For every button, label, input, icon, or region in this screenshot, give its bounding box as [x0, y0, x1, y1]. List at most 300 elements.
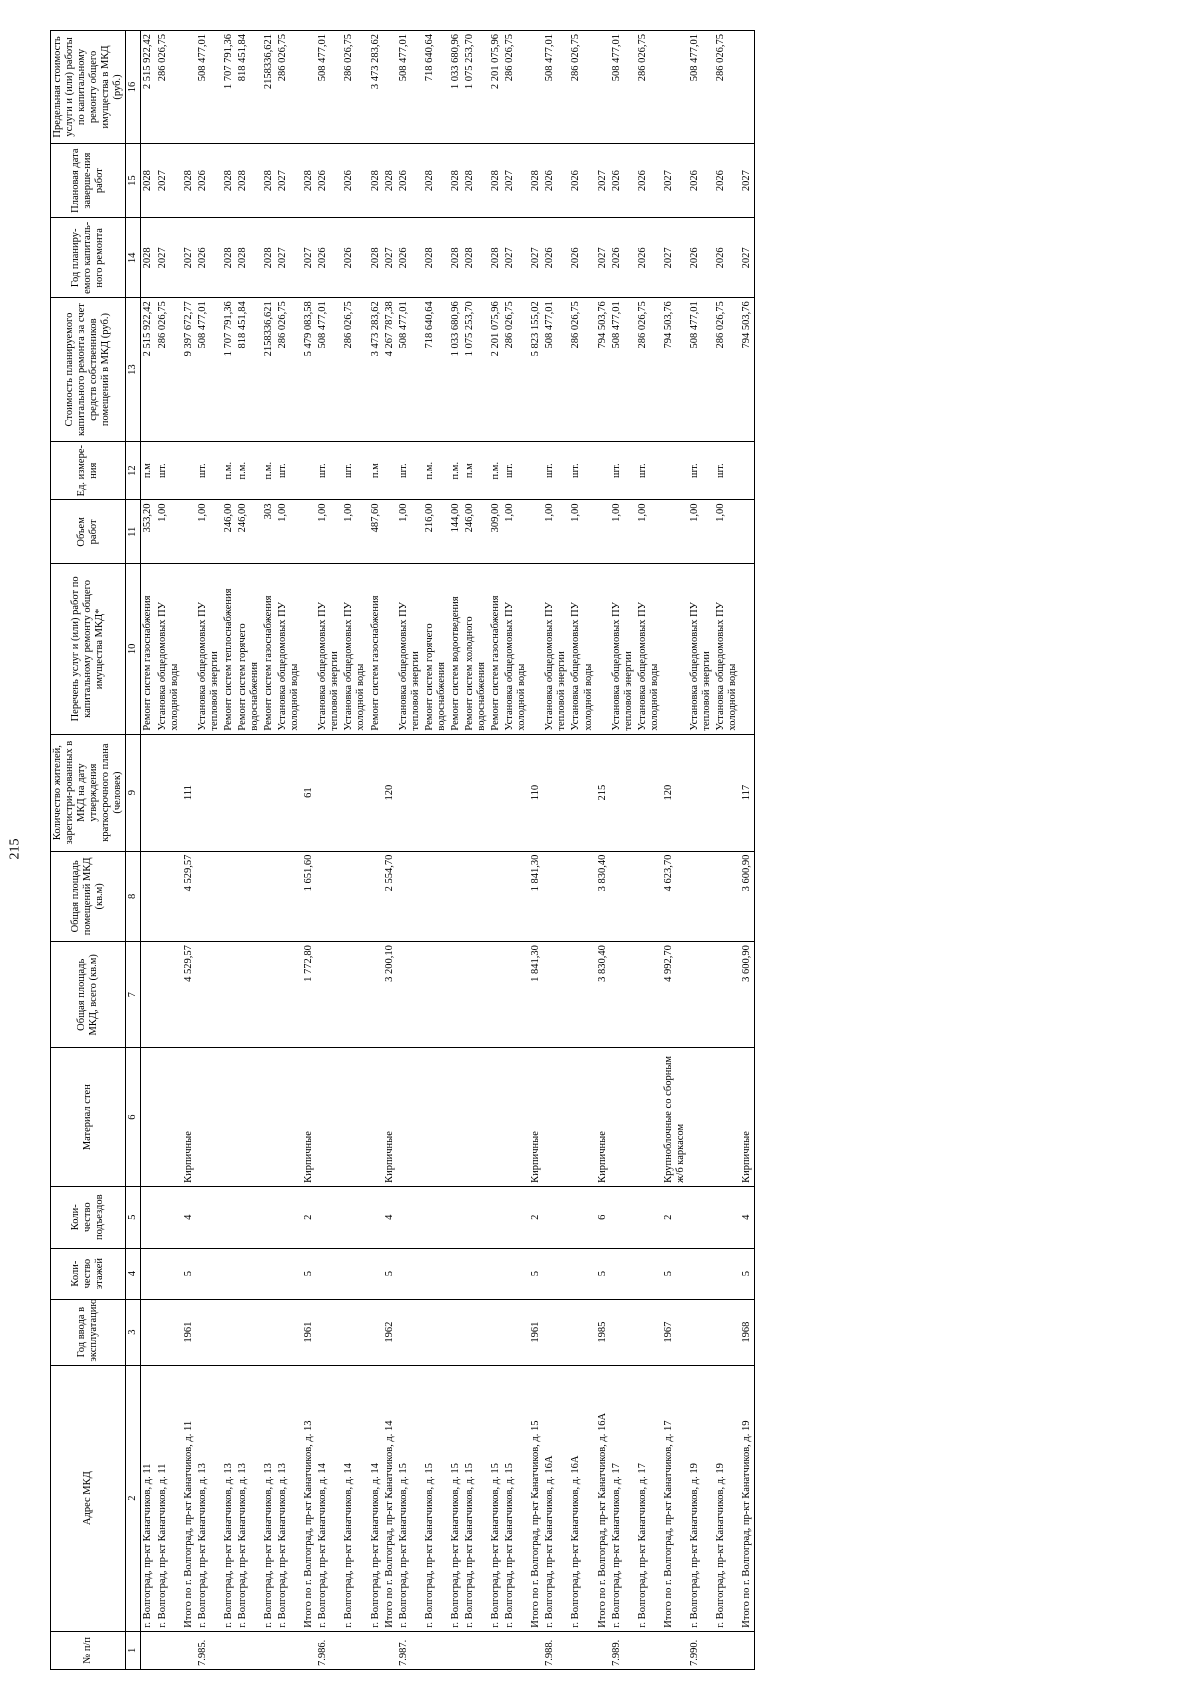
table-cell: [423, 942, 449, 1048]
table-cell: 2028: [236, 143, 262, 218]
table-cell: [236, 1299, 262, 1365]
table-cell: 2028: [423, 143, 449, 218]
table-cell: [156, 1631, 182, 1669]
column-header: Перечень услуг и (или) работ по капитальному ремонту общего имущества МКД*: [51, 564, 126, 734]
table-cell: 5: [383, 1248, 397, 1299]
table-cell: 2026: [610, 143, 636, 218]
table-row: [383, 31, 397, 1670]
column-header: Количество жителей, зарегистри-рованных в МКД на дату утверждения краткосрочного плана (человек): [51, 734, 126, 851]
table-row: [196, 31, 222, 1670]
table-cell: [596, 441, 610, 500]
table-cell: 117: [740, 734, 755, 851]
table-cell: 2027: [156, 143, 182, 218]
table-cell: Ремонт систем горячего водоснабжения: [236, 564, 262, 734]
table-cell: [503, 1631, 529, 1669]
column-header: Общая площадь помещений МКД (кв.м): [51, 851, 126, 941]
table-cell: 2026: [543, 218, 569, 298]
table-cell: 2: [662, 1186, 688, 1248]
table-cell: [369, 942, 383, 1048]
table-cell: 1 707 791,36: [222, 298, 236, 442]
table-cell: г. Волгоград, пр-кт Канатчиков, д. 15: [423, 1365, 449, 1631]
table-cell: [182, 441, 196, 500]
table-cell: [740, 500, 755, 564]
table-cell: 353,20: [141, 500, 156, 564]
table-cell: 1,00: [503, 500, 529, 564]
table-cell: 1967: [662, 1299, 688, 1365]
table-cell: п.м.: [423, 441, 449, 500]
table-cell: 1 033 680,96: [449, 31, 463, 144]
table-cell: [543, 734, 569, 851]
table-cell: 1961: [529, 1299, 543, 1365]
column-number: 14: [126, 218, 141, 298]
table-cell: г. Волгоград, пр-кт Канатчиков, д. 19: [714, 1365, 740, 1631]
table-cell: 7.986.: [316, 1631, 342, 1669]
page-number-text: 215: [7, 838, 22, 859]
table-cell: [262, 1048, 276, 1186]
table-cell: [156, 942, 182, 1048]
table-cell: [449, 1299, 463, 1365]
table-cell: 794 503,76: [662, 298, 688, 442]
table-cell: [714, 734, 740, 851]
table-cell: [182, 500, 196, 564]
table-cell: шт.: [316, 441, 342, 500]
table-row: [662, 31, 688, 1670]
table-cell: 3 473 283,62: [369, 31, 383, 144]
table-cell: 4 267 787,38: [383, 298, 397, 442]
table-cell: [610, 851, 636, 941]
table-cell: 2028: [489, 143, 503, 218]
table-cell: 4 529,57: [182, 851, 196, 941]
table-cell: [141, 1186, 156, 1248]
table-cell: 2026: [397, 143, 423, 218]
table-cell: [156, 851, 182, 941]
table-cell: 1 033 680,96: [449, 298, 463, 442]
table-cell: [276, 734, 302, 851]
table-cell: [222, 1631, 236, 1669]
table-cell: 2028: [463, 143, 489, 218]
table-cell: г. Волгоград, пр-кт Канатчиков, д. 13: [262, 1365, 276, 1631]
table-cell: [222, 734, 236, 851]
table-cell: [662, 564, 688, 734]
column-number: 9: [126, 734, 141, 851]
table-cell: 794 503,76: [740, 298, 755, 442]
table-cell: 1,00: [316, 500, 342, 564]
table-cell: [262, 942, 276, 1048]
table-cell: 1,00: [688, 500, 714, 564]
table-row: [423, 31, 449, 1670]
table-cell: [543, 942, 569, 1048]
table-cell: 3 830,40: [596, 942, 610, 1048]
column-header: Объем работ: [51, 500, 126, 564]
table-cell: [397, 851, 423, 941]
table-cell: 2028: [449, 218, 463, 298]
table-cell: Кирпичные: [740, 1048, 755, 1186]
table-cell: [141, 942, 156, 1048]
table-cell: 2027: [740, 218, 755, 298]
table-cell: г. Волгоград, пр-кт Канатчиков, д. 13: [196, 1365, 222, 1631]
table-cell: [156, 1248, 182, 1299]
table-cell: [740, 564, 755, 734]
table-cell: [369, 851, 383, 941]
table-cell: 1 772,80: [302, 942, 316, 1048]
table-cell: [714, 942, 740, 1048]
table-cell: 1,00: [276, 500, 302, 564]
table-cell: [463, 1299, 489, 1365]
column-number: 4: [126, 1248, 141, 1299]
table-cell: 818 451,84: [236, 31, 262, 144]
table-cell: [369, 1186, 383, 1248]
table-cell: [449, 1631, 463, 1669]
table-cell: 2026: [714, 143, 740, 218]
table-cell: [196, 851, 222, 941]
table-cell: [636, 851, 662, 941]
table-cell: 1985: [596, 1299, 610, 1365]
table-cell: [141, 734, 156, 851]
table-cell: шт.: [610, 441, 636, 500]
table-cell: [156, 1186, 182, 1248]
table-cell: 508 477,01: [543, 298, 569, 442]
table-cell: [141, 1048, 156, 1186]
table-cell: 2028: [182, 143, 196, 218]
column-header: Предельная стоимость услуги и (или) работы по капитальному ремонту общего имущества в МКД (руб.): [51, 31, 126, 144]
table-cell: Установка общедомовых ПУ холодной воды: [569, 564, 595, 734]
table-cell: [369, 734, 383, 851]
table-cell: [156, 734, 182, 851]
table-cell: [688, 1186, 714, 1248]
table-cell: 508 477,01: [316, 31, 342, 144]
table-cell: 1 075 253,70: [463, 31, 489, 144]
table-cell: 2026: [543, 143, 569, 218]
table-cell: [714, 1186, 740, 1248]
table-cell: [543, 1299, 569, 1365]
table-cell: 1,00: [196, 500, 222, 564]
table-cell: [543, 1186, 569, 1248]
table-cell: [302, 1631, 316, 1669]
table-cell: г. Волгоград, пр-кт Канатчиков, д. 13: [276, 1365, 302, 1631]
column-header: Коли-чество подъездов: [51, 1186, 126, 1248]
table-row: [316, 31, 342, 1670]
table-cell: п.м.: [262, 441, 276, 500]
table-cell: г. Волгоград, пр-кт Канатчиков, д. 17: [610, 1365, 636, 1631]
table-cell: г. Волгоград, пр-кт Канатчиков, д. 13: [222, 1365, 236, 1631]
table-cell: Итого по г. Волгоград, пр-кт Канатчиков, д. 14: [383, 1365, 397, 1631]
table-cell: [236, 1048, 262, 1186]
table-cell: [342, 851, 368, 941]
table-cell: 303: [262, 500, 276, 564]
table-cell: 5: [182, 1248, 196, 1299]
table-cell: 286 026,75: [503, 298, 529, 442]
table-cell: [529, 500, 543, 564]
column-header: Стоимость планируемого капитального ремонта за счет средств собственников помещений в МКД (руб.): [51, 298, 126, 442]
table-row: [503, 31, 529, 1670]
table-cell: [740, 1631, 755, 1669]
table-cell: 120: [662, 734, 688, 851]
table-cell: [196, 942, 222, 1048]
table-cell: [316, 942, 342, 1048]
table-cell: [383, 441, 397, 500]
table-cell: 286 026,75: [714, 298, 740, 442]
table-cell: [262, 1186, 276, 1248]
table-cell: [342, 1299, 368, 1365]
table-cell: 508 477,01: [316, 298, 342, 442]
table-cell: [342, 734, 368, 851]
table-cell: 2028: [222, 143, 236, 218]
table-cell: 2 201 075,96: [489, 298, 503, 442]
table-cell: [596, 564, 610, 734]
table-cell: [569, 1186, 595, 1248]
table-cell: 1 707 791,36: [222, 31, 236, 144]
table-cell: [569, 942, 595, 1048]
table-cell: Итого по г. Волгоград, пр-кт Канатчиков, д. 15: [529, 1365, 543, 1631]
table-cell: шт.: [714, 441, 740, 500]
table-cell: [688, 1248, 714, 1299]
table-cell: шт.: [636, 441, 662, 500]
table-cell: 2028: [262, 218, 276, 298]
table-cell: 1,00: [610, 500, 636, 564]
table-cell: Установка общедомовых ПУ тепловой энергии: [688, 564, 714, 734]
table-cell: 1962: [383, 1299, 397, 1365]
table-cell: 2028: [141, 143, 156, 218]
table-cell: [688, 851, 714, 941]
table-cell: [489, 1631, 503, 1669]
table-cell: 2 515 922,42: [141, 298, 156, 442]
table-cell: [316, 734, 342, 851]
table-cell: 2027: [596, 218, 610, 298]
table-cell: [503, 851, 529, 941]
table-header: [51, 31, 141, 1670]
table-cell: п.м.: [449, 441, 463, 500]
table-cell: [489, 851, 503, 941]
table-cell: Крупноблочные со сборным ж/б каркасом: [662, 1048, 688, 1186]
table-cell: [569, 1631, 595, 1669]
table-row: [543, 31, 569, 1670]
table-cell: 4: [383, 1186, 397, 1248]
table-cell: 3 200,10: [383, 942, 397, 1048]
column-header: Материал стен: [51, 1048, 126, 1186]
table-cell: 1961: [302, 1299, 316, 1365]
table-cell: [369, 1631, 383, 1669]
table-cell: Установка общедомовых ПУ тепловой энергии: [196, 564, 222, 734]
table-row: [276, 31, 302, 1670]
table-cell: 2027: [156, 218, 182, 298]
table-cell: г. Волгоград, пр-кт Канатчиков, д. 17: [636, 1365, 662, 1631]
table-cell: [423, 1299, 449, 1365]
table-cell: 508 477,01: [196, 298, 222, 442]
table-cell: 2028: [302, 143, 316, 218]
table-cell: [569, 734, 595, 851]
table-cell: [222, 1299, 236, 1365]
table-cell: Ремонт систем водоотведения: [449, 564, 463, 734]
table-cell: [463, 1248, 489, 1299]
table-cell: [688, 1299, 714, 1365]
table-cell: 2028: [222, 218, 236, 298]
table-cell: Установка общедомовых ПУ холодной воды: [714, 564, 740, 734]
table-cell: [222, 851, 236, 941]
table-cell: [503, 1299, 529, 1365]
table-cell: 2026: [569, 218, 595, 298]
table-cell: 2158336,621: [262, 31, 276, 144]
header-row: [51, 31, 126, 1670]
table-row: [342, 31, 368, 1670]
table-row: [714, 31, 740, 1670]
table-cell: 286 026,75: [569, 298, 595, 442]
table-cell: 2028: [236, 218, 262, 298]
table-cell: 286 026,75: [714, 31, 740, 144]
column-number: 11: [126, 500, 141, 564]
table-cell: шт.: [342, 441, 368, 500]
table-cell: [276, 942, 302, 1048]
table-cell: Итого по г. Волгоград, пр-кт Канатчиков, д. 17: [662, 1365, 688, 1631]
table-cell: 1 841,30: [529, 851, 543, 941]
table-cell: 7.990.: [688, 1631, 714, 1669]
table-cell: [463, 1631, 489, 1669]
table-cell: [529, 564, 543, 734]
table-cell: [342, 1631, 368, 1669]
table-cell: Кирпичные: [302, 1048, 316, 1186]
table-cell: [342, 1186, 368, 1248]
table-cell: [369, 1048, 383, 1186]
table-cell: 2028: [383, 143, 397, 218]
table-cell: [449, 851, 463, 941]
table-cell: Установка общедомовых ПУ холодной воды: [503, 564, 529, 734]
column-number: 16: [126, 31, 141, 144]
table-cell: 286 026,75: [569, 31, 595, 144]
table-cell: 487,60: [369, 500, 383, 564]
table-row: [529, 31, 543, 1670]
table-cell: 2028: [463, 218, 489, 298]
table-cell: [543, 1048, 569, 1186]
table-cell: [262, 1248, 276, 1299]
table-cell: 2026: [688, 218, 714, 298]
table-cell: [316, 1248, 342, 1299]
table-cell: [489, 1048, 503, 1186]
table-cell: [662, 500, 688, 564]
table-cell: 2026: [342, 218, 368, 298]
table-cell: [369, 1248, 383, 1299]
table-row: [302, 31, 316, 1670]
table-cell: 2027: [529, 218, 543, 298]
table-cell: 7.989.: [610, 1631, 636, 1669]
table-cell: [141, 1299, 156, 1365]
table-cell: г. Волгоград, пр-кт Канатчиков, д. 15: [463, 1365, 489, 1631]
table-cell: г. Волгоград, пр-кт Канатчиков, д. 13: [236, 1365, 262, 1631]
table-cell: 2027: [740, 143, 755, 218]
table-cell: 508 477,01: [397, 298, 423, 442]
table-cell: г. Волгоград, пр-кт Канатчиков, д. 14: [369, 1365, 383, 1631]
table-cell: [316, 1186, 342, 1248]
table-cell: [236, 1186, 262, 1248]
table-cell: [569, 851, 595, 941]
table-row: [688, 31, 714, 1670]
table-cell: [196, 1186, 222, 1248]
table-cell: 2026: [397, 218, 423, 298]
table-cell: 309,00: [489, 500, 503, 564]
table-cell: [610, 1186, 636, 1248]
table-cell: г. Волгоград, пр-кт Канатчиков, д. 16А: [569, 1365, 595, 1631]
table-cell: [543, 851, 569, 941]
table-cell: п.м.: [236, 441, 262, 500]
table-cell: [316, 851, 342, 941]
table-cell: 2027: [662, 143, 688, 218]
table-cell: 286 026,75: [276, 298, 302, 442]
table-row: [397, 31, 423, 1670]
table-cell: [636, 734, 662, 851]
table-cell: [236, 734, 262, 851]
column-number: 15: [126, 143, 141, 218]
table-cell: [423, 851, 449, 941]
column-number: 3: [126, 1299, 141, 1365]
table-cell: [463, 1048, 489, 1186]
table-row: [569, 31, 595, 1670]
table-cell: [489, 734, 503, 851]
table-cell: 216,00: [423, 500, 449, 564]
table-cell: [610, 942, 636, 1048]
table-cell: [688, 942, 714, 1048]
table-cell: г. Волгоград, пр-кт Канатчиков, д. 14: [316, 1365, 342, 1631]
table-cell: [196, 1299, 222, 1365]
table-cell: [636, 942, 662, 1048]
table-cell: [342, 1048, 368, 1186]
table-cell: п.м: [369, 441, 383, 500]
table-body: [141, 31, 755, 1670]
table-cell: 246,00: [236, 500, 262, 564]
table-cell: [276, 851, 302, 941]
table-cell: шт.: [688, 441, 714, 500]
table-cell: [714, 1631, 740, 1669]
table-cell: 818 451,84: [236, 298, 262, 442]
table-row: [463, 31, 489, 1670]
table-cell: 120: [383, 734, 397, 851]
table-cell: 5 479 083,58: [302, 298, 316, 442]
table-cell: 1,00: [636, 500, 662, 564]
table-row: [449, 31, 463, 1670]
table-cell: 3 830,40: [596, 851, 610, 941]
table-cell: 2028: [262, 143, 276, 218]
table-cell: 5: [302, 1248, 316, 1299]
table-cell: 2026: [610, 218, 636, 298]
table-cell: Ремонт систем газоснабжения: [141, 564, 156, 734]
table-cell: [316, 1048, 342, 1186]
table-cell: [196, 1248, 222, 1299]
table-cell: 2027: [596, 143, 610, 218]
table-cell: [262, 1631, 276, 1669]
table-cell: 1,00: [569, 500, 595, 564]
table-cell: [397, 1186, 423, 1248]
column-number: 8: [126, 851, 141, 941]
table-cell: [156, 1048, 182, 1186]
table-cell: 2026: [316, 218, 342, 298]
table-cell: Ремонт систем горячего водоснабжения: [423, 564, 449, 734]
table-cell: [182, 564, 196, 734]
table-row: [610, 31, 636, 1670]
table-cell: Кирпичные: [529, 1048, 543, 1186]
column-header: Общая площадь МКД, всего (кв.м): [51, 942, 126, 1048]
table-cell: [316, 1299, 342, 1365]
table-cell: [141, 851, 156, 941]
table-cell: [503, 734, 529, 851]
table-cell: 2027: [302, 218, 316, 298]
table-cell: 5: [662, 1248, 688, 1299]
table-cell: [182, 1631, 196, 1669]
table-cell: 508 477,01: [543, 31, 569, 144]
table-cell: [688, 734, 714, 851]
page-number: [0, 0, 30, 1697]
table-cell: 7.987.: [397, 1631, 423, 1669]
table-cell: [489, 1248, 503, 1299]
table-cell: [383, 564, 397, 734]
table-cell: шт.: [503, 441, 529, 500]
table-cell: [449, 1248, 463, 1299]
